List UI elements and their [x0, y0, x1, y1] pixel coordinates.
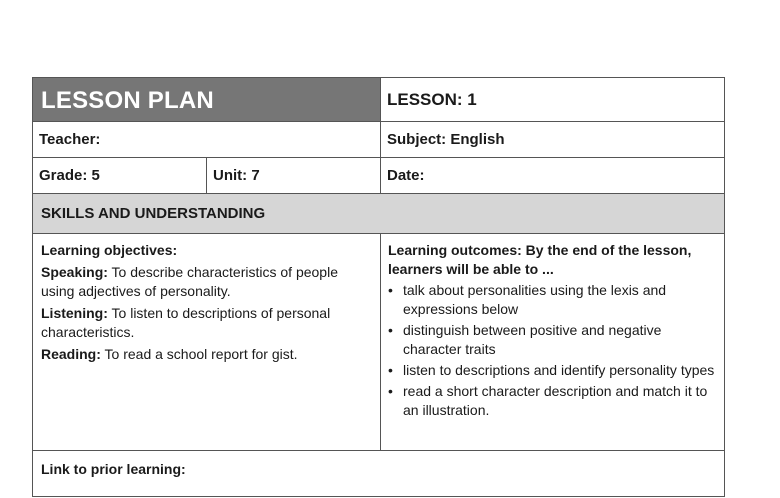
bullet-icon: •: [388, 362, 393, 378]
title-row: [33, 78, 724, 122]
objective-label: Reading:: [41, 346, 101, 362]
objective-text: To describe characteristics of people using adjectives of personality.: [41, 264, 338, 299]
grade-row: [33, 158, 724, 194]
lesson-plan-table: [32, 77, 725, 497]
outcomes-list: [388, 281, 718, 420]
objective-text: To read a school report for gist.: [100, 346, 298, 362]
outcome-text: distinguish between positive and negative character traits: [403, 322, 662, 357]
learning-outcomes: [380, 234, 726, 450]
grade-field: Grade: 5: [39, 167, 100, 184]
outcomes-heading: Learning outcomes: By the end of the lesson, learners will be able to ...: [388, 242, 692, 277]
skills-section-header: SKILLS AND UNDERSTANDING: [33, 194, 724, 234]
list-item: [388, 321, 718, 359]
list-item: [388, 281, 718, 319]
bullet-icon: •: [388, 282, 393, 298]
objectives-heading: Learning objectives:: [41, 242, 178, 258]
objective-text: To listen to descriptions of personal characteristics.: [41, 305, 331, 340]
objective-label: Speaking:: [41, 264, 108, 280]
objective-label: Listening:: [41, 305, 108, 321]
objective-listening: [41, 304, 370, 342]
lesson-plan-title: LESSON PLAN: [33, 78, 380, 121]
date-field: Date:: [380, 158, 726, 193]
prior-learning-label: Link to prior learning:: [41, 461, 186, 477]
outcome-text: listen to descriptions and identify personality types: [403, 362, 715, 378]
bullet-icon: •: [388, 322, 393, 338]
objective-reading: [41, 345, 370, 364]
list-item: [388, 382, 718, 420]
teacher-row: [33, 122, 724, 158]
lesson-number: LESSON: 1: [380, 78, 726, 121]
bullet-icon: •: [388, 383, 393, 399]
learning-objectives: [33, 234, 380, 450]
list-item: [388, 361, 718, 380]
unit-field: Unit: 7: [206, 158, 380, 193]
outcome-text: read a short character description and match it to an illustration.: [403, 383, 708, 418]
prior-learning-row: [33, 451, 724, 498]
objective-speaking: [41, 263, 370, 301]
objectives-row: [33, 234, 724, 451]
subject-field: Subject: English: [380, 122, 726, 157]
teacher-field: Teacher:: [39, 131, 101, 148]
outcome-text: talk about personalities using the lexis and expressions below: [403, 282, 667, 317]
